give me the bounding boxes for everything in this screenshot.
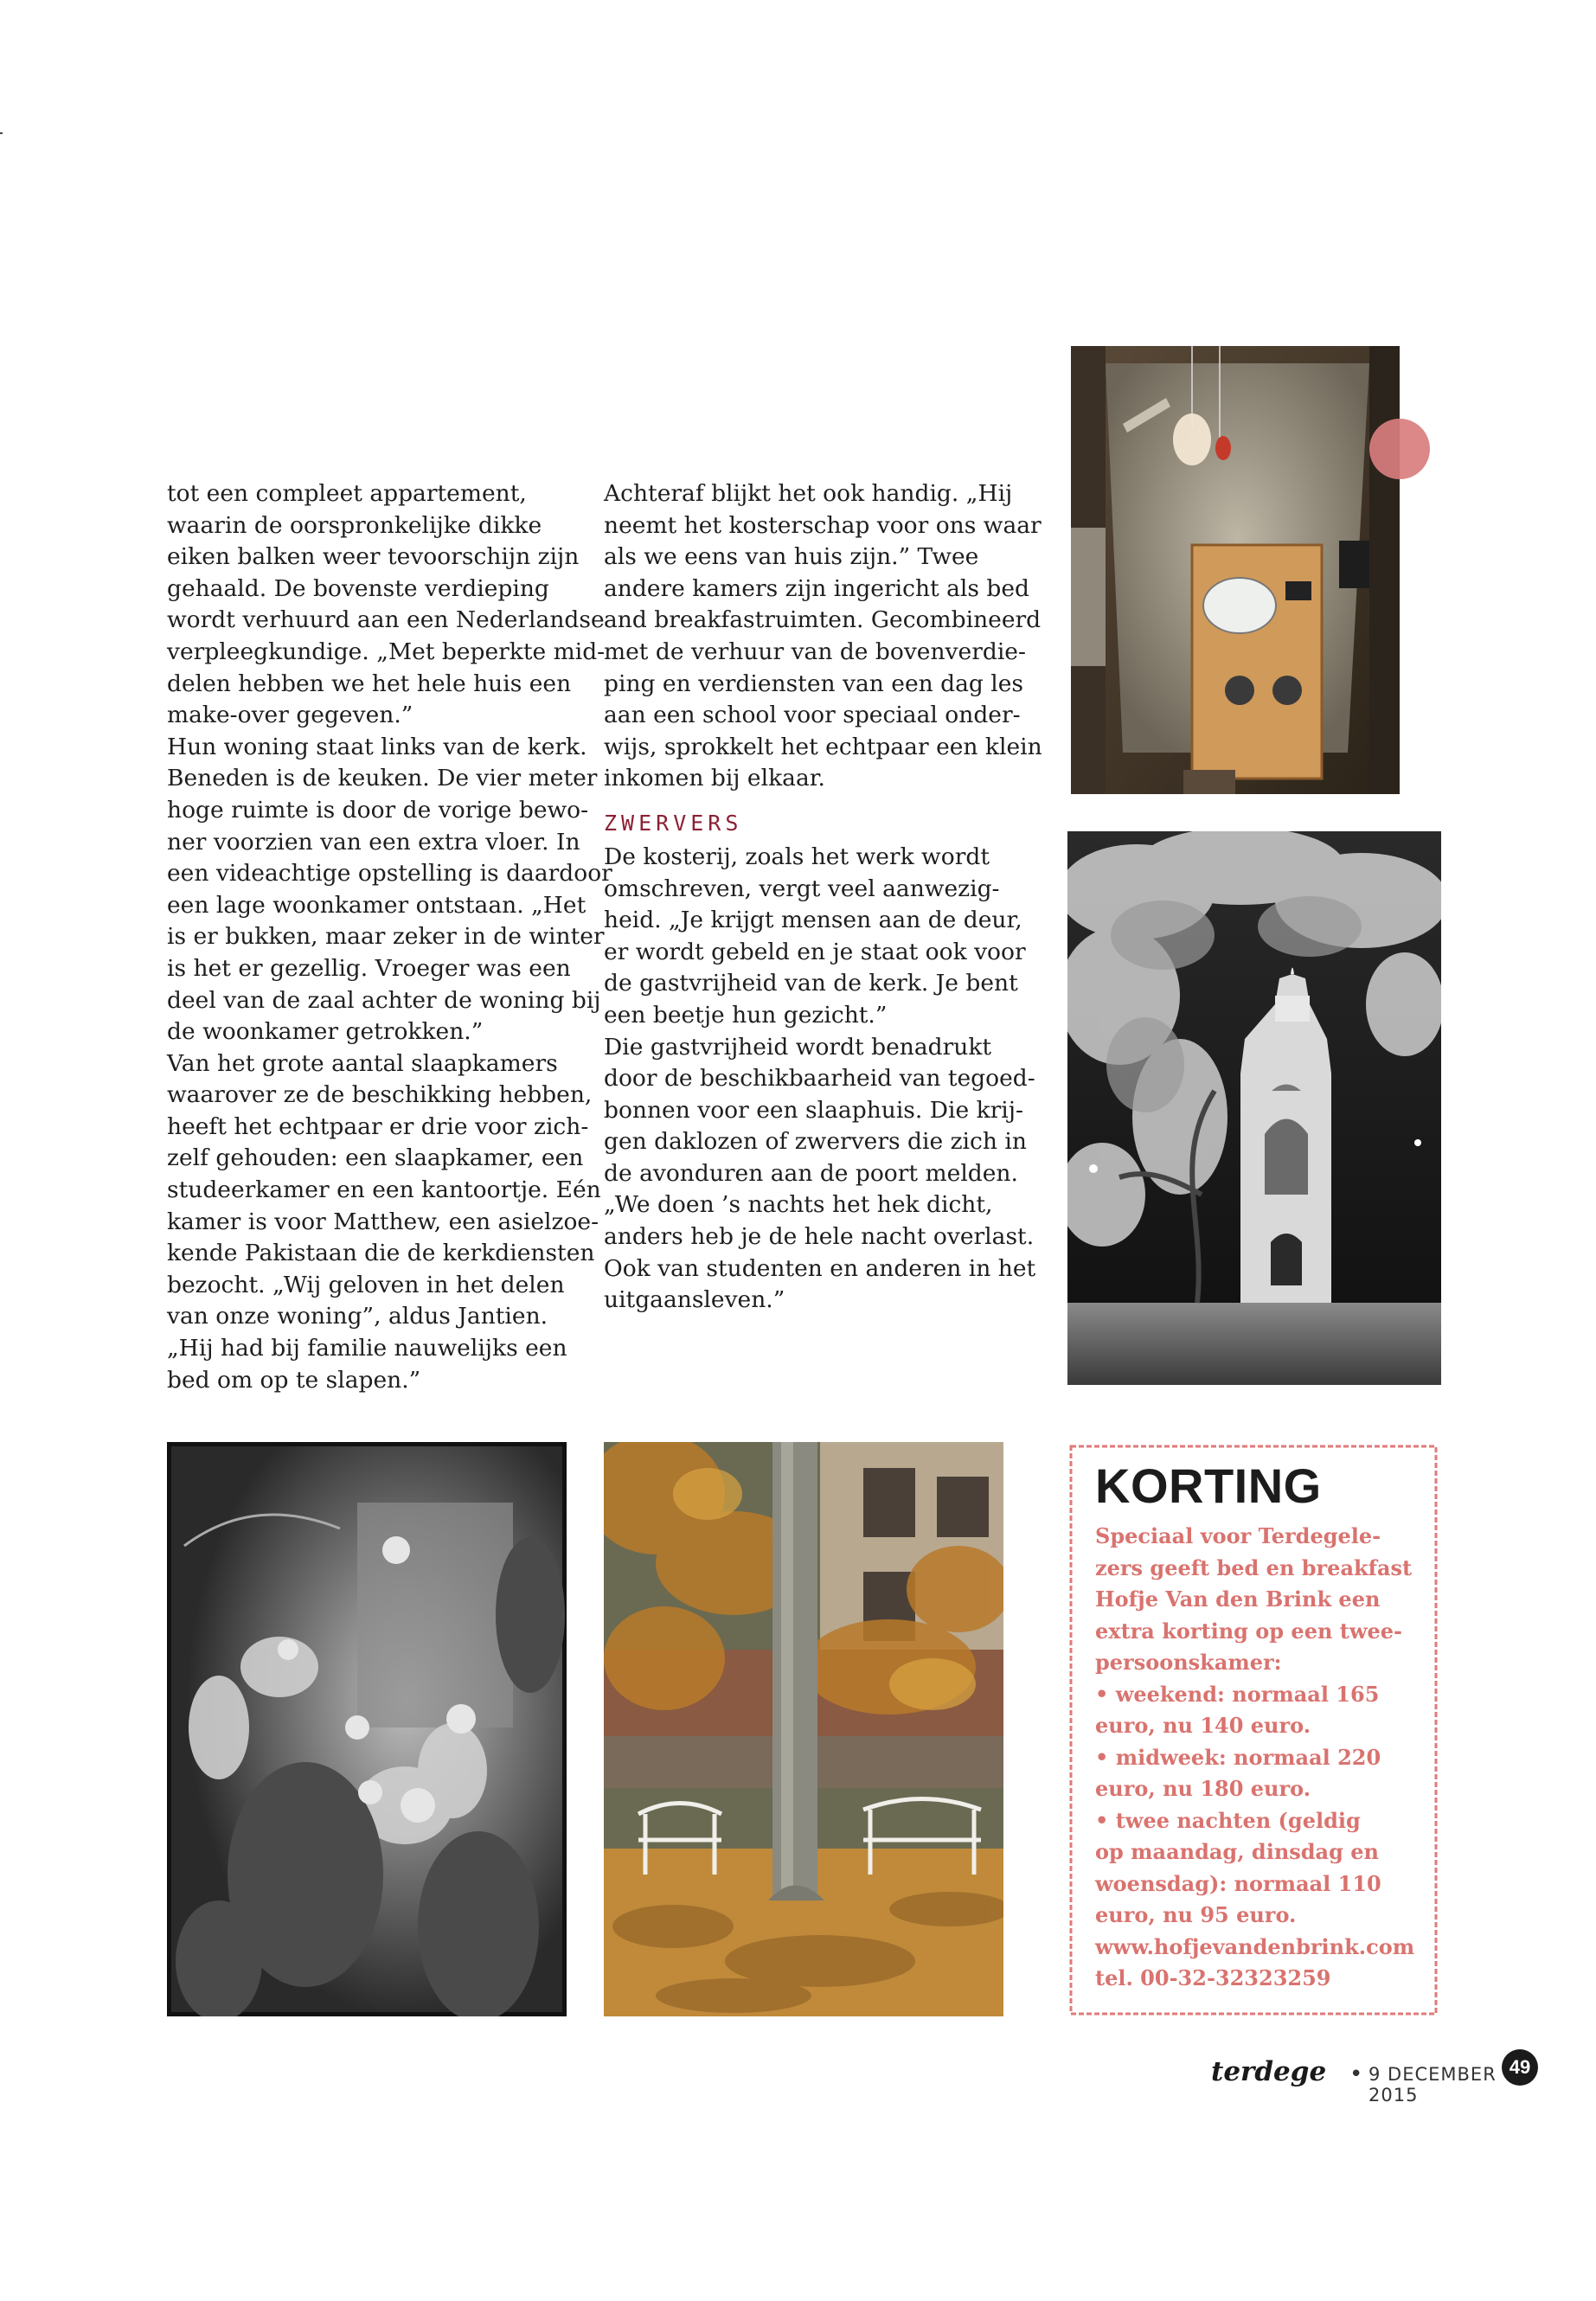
text-line: gen daklozen of zwervers die zich in	[604, 1128, 1027, 1156]
painting-photo	[167, 1442, 567, 2016]
text-line: bezocht. „Wij geloven in het delen	[167, 1271, 565, 1298]
discount-line: woensdag): normaal 110	[1095, 1870, 1381, 1896]
text-line: is er bukken, maar zeker in de winter	[167, 923, 605, 951]
text-line: eiken balken weer tevoorschijn zijn	[167, 543, 580, 571]
text-line: is het er gezellig. Vroeger was een	[167, 954, 571, 982]
text-line: aan een school voor speciaal onder-	[604, 702, 1021, 729]
text-line: er wordt gebeld en je staat ook voor	[604, 938, 1026, 965]
text-line: zelf gehouden: een slaapkamer, een	[167, 1144, 584, 1172]
scan-mark	[0, 132, 3, 134]
text-line: Die gastvrijheid wordt benadrukt	[604, 1033, 992, 1061]
discount-line: euro, nu 95 euro.	[1095, 1902, 1297, 1927]
phone-number: tel. 00-32-32323259	[1095, 1965, 1331, 1990]
text-line: kamer is voor Matthew, een asielzoe-	[167, 1208, 599, 1235]
text-line: met de verhuur van de bovenverdie-	[604, 638, 1026, 665]
discount-line: Speciaal voor Terdegele-	[1095, 1523, 1381, 1548]
text-line: ner voorzien van een extra vloer. In	[167, 828, 580, 856]
text-line: van onze woning”, aldus Jantien.	[167, 1303, 548, 1330]
text-line: Beneden is de keuken. De vier meter	[167, 765, 598, 792]
discount-line: • twee nachten (geldig	[1095, 1807, 1361, 1833]
discount-line: op maandag, dinsdag en	[1095, 1839, 1379, 1864]
text-line: „We doen ’s nachts het hek dicht,	[604, 1191, 993, 1219]
discount-line: • weekend: normaal 165	[1095, 1681, 1380, 1707]
section-heading: ZWERVERS	[604, 810, 743, 836]
text-line: inkomen bij elkaar.	[604, 765, 825, 792]
text-line: wijs, sprokkelt het echtpaar een klein	[604, 733, 1042, 760]
text-line: bonnen voor een slaaphuis. Die krij-	[604, 1096, 1023, 1124]
text-line: gehaald. De bovenste verdieping	[167, 574, 549, 602]
text-line: een beetje hun gezicht.”	[604, 1001, 888, 1029]
text-line: bed om op te slapen.”	[167, 1366, 421, 1394]
discount-line: zers geeft bed en breakfast	[1095, 1554, 1413, 1580]
decorative-dot	[1369, 419, 1430, 479]
text-line: Ook van studenten en anderen in het	[604, 1254, 1036, 1282]
text-line: een lage woonkamer ontstaan. „Het	[167, 891, 586, 919]
website-link[interactable]: www.hofjevandenbrink.com	[1095, 1933, 1415, 1959]
text-line: omschreven, vergt veel aanwezig-	[604, 875, 1000, 902]
text-line: verpleegkundige. „Met beperkte mid-	[167, 638, 606, 665]
discount-line: persoonskamer:	[1095, 1650, 1282, 1675]
text-line: waarover ze de beschikking hebben,	[167, 1081, 593, 1109]
text-line: Achteraf blijkt het ook handig. „Hij	[604, 480, 1013, 507]
page-number: 49	[1502, 2049, 1538, 2086]
text-line: wordt verhuurd aan een Nederlandse	[167, 606, 605, 634]
text-line: delen hebben we het hele huis een	[167, 670, 572, 697]
text-line: and breakfastruimten. Gecombineerd	[604, 606, 1042, 634]
discount-line: extra korting op een twee-	[1095, 1618, 1403, 1644]
discount-line: euro, nu 140 euro.	[1095, 1713, 1311, 1738]
text-line: de gastvrijheid van de kerk. Je bent	[604, 970, 1018, 997]
text-line: neemt het kosterschap voor ons waar	[604, 511, 1042, 539]
text-line: heid. „Je krijgt mensen aan de deur,	[604, 907, 1022, 934]
article-column-1	[167, 478, 612, 1396]
discount-box	[1067, 1443, 1439, 2017]
discount-line: • midweek: normaal 220	[1095, 1744, 1381, 1770]
church-photo	[1067, 831, 1441, 1385]
text-line: andere kamers zijn ingericht als bed	[604, 574, 1030, 602]
discount-line: euro, nu 180 euro.	[1095, 1776, 1311, 1801]
footer-separator: •	[1349, 2061, 1363, 2087]
text-line: uitgaansleven.”	[604, 1286, 785, 1314]
article-column-2	[604, 478, 1042, 1317]
text-line: deel van de zaal achter de woning bij	[167, 986, 601, 1014]
garden-photo	[604, 1442, 1003, 2016]
text-line: hoge ruimte is door de vorige bewo-	[167, 796, 589, 824]
text-line: De kosterij, zoals het werk wordt	[604, 843, 990, 870]
text-line: door de beschikbaarheid van tegoed-	[604, 1065, 1035, 1093]
text-line: ping en verdiensten van een dag les	[604, 670, 1024, 697]
discount-line: Hofje Van den Brink een	[1095, 1586, 1381, 1612]
text-line: Hun woning staat links van de kerk.	[167, 733, 587, 760]
text-line: Van het grote aantal slaapkamers	[167, 1049, 558, 1077]
text-line: make-over gegeven.”	[167, 702, 413, 729]
issue-date: 9 DECEMBER 2015	[1368, 2064, 1497, 2106]
text-line: tot een compleet appartement,	[167, 480, 527, 507]
text-line: de avonduren aan de poort melden.	[604, 1159, 1018, 1187]
text-line: als we eens van huis zijn.” Twee	[604, 543, 979, 571]
text-line: een videachtige opstelling is daardoor	[167, 860, 612, 888]
text-line: de woonkamer getrokken.”	[167, 1018, 484, 1046]
kitchen-photo	[1071, 346, 1400, 794]
magazine-name: terdege	[1211, 2056, 1327, 2087]
text-line: kende Pakistaan die de kerkdiensten	[167, 1240, 595, 1267]
text-line: waarin de oorspronkelijke dikke	[167, 511, 542, 539]
text-line: anders heb je de hele nacht overlast.	[604, 1223, 1035, 1251]
text-line: „Hij had bij familie nauwelijks een	[167, 1335, 567, 1362]
page-footer	[1211, 2056, 1531, 2106]
text-line: studeerkamer en een kantoortje. Eén	[167, 1176, 601, 1204]
text-line: heeft het echtpaar er drie voor zich-	[167, 1112, 589, 1140]
discount-title: KORTING	[1095, 1458, 1322, 1513]
